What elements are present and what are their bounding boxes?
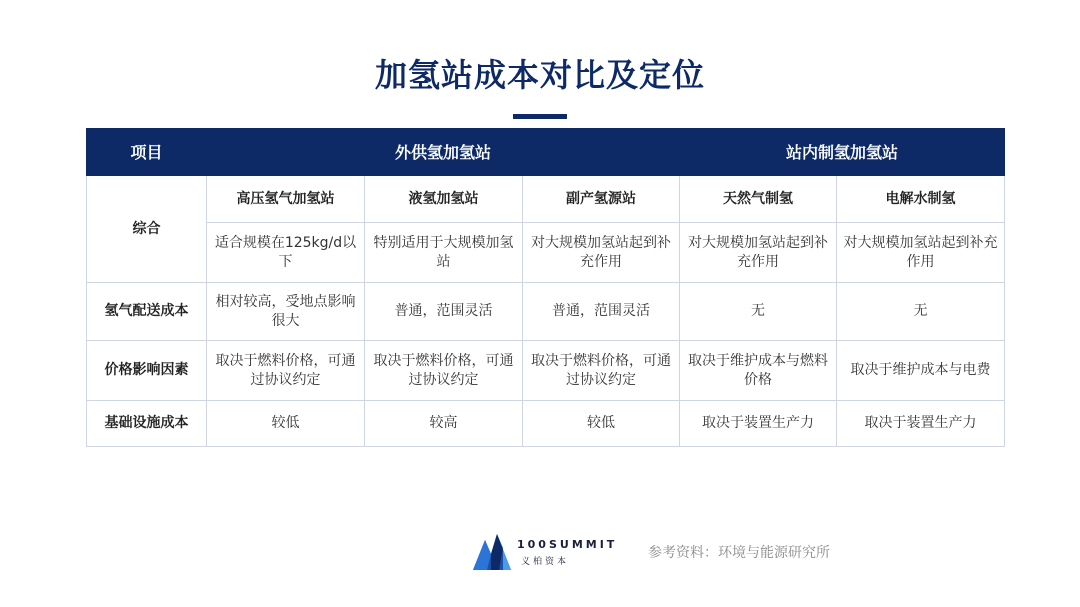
table-cell: 无 (837, 283, 1005, 341)
company-logo (471, 528, 631, 574)
table-row (87, 341, 1005, 401)
source-note: 参考资料：环境与能源研究所 (648, 545, 830, 561)
table-cell: 对大规模加氢站起到补充作用 (680, 223, 837, 283)
table-cell: 取决于维护成本与燃料价格 (680, 341, 837, 401)
mountain-logo-icon (471, 528, 513, 572)
logo-subtext: 义柏资本 (521, 557, 570, 567)
table-cell: 取决于装置生产力 (837, 401, 1005, 447)
table-cell: 普通，范围灵活 (365, 283, 523, 341)
table-cell: 对大规模加氢站起到补充作用 (837, 223, 1005, 283)
table-cell: 取决于装置生产力 (680, 401, 837, 447)
subheader-cell: 副产氢源站 (523, 176, 680, 223)
subheader-cell: 天然气制氢 (680, 176, 837, 223)
table-cell: 适合规模在125kg/d以下 (207, 223, 365, 283)
subheader-cell: 电解水制氢 (837, 176, 1005, 223)
table-cell: 取决于燃料价格，可通过协议约定 (365, 341, 523, 401)
table-header-row (87, 129, 1005, 176)
table-row (87, 283, 1005, 341)
table-cell: 对大规模加氢站起到补充作用 (523, 223, 680, 283)
row-label: 氢气配送成本 (87, 283, 207, 341)
subheader-cell: 液氢加氢站 (365, 176, 523, 223)
comparison-table (86, 128, 1005, 447)
table-cell: 较高 (365, 401, 523, 447)
table-cell: 无 (680, 283, 837, 341)
row-label: 价格影响因素 (87, 341, 207, 401)
row-label: 基础设施成本 (87, 401, 207, 447)
table-cell: 相对较高，受地点影响很大 (207, 283, 365, 341)
table-cell: 较低 (523, 401, 680, 447)
header-item: 项目 (87, 129, 207, 176)
page-title: 加氢站成本对比及定位 (374, 56, 705, 94)
table-row (87, 223, 1005, 283)
table-cell: 取决于燃料价格，可通过协议约定 (523, 341, 680, 401)
table-cell: 特别适用于大规模加氢站 (365, 223, 523, 283)
subheader-cell: 高压氢气加氢站 (207, 176, 365, 223)
header-group-onsite: 站内制氢加氢站 (680, 129, 1005, 176)
logo-text: 100SUMMIT (517, 538, 618, 551)
row-label: 综合 (87, 176, 207, 283)
table-cell: 取决于维护成本与电费 (837, 341, 1005, 401)
table-cell: 较低 (207, 401, 365, 447)
title-underline (513, 114, 567, 119)
table-row (87, 401, 1005, 447)
table-cell: 普通，范围灵活 (523, 283, 680, 341)
table-subheader-row (87, 176, 1005, 223)
table-cell: 取决于燃料价格，可通过协议约定 (207, 341, 365, 401)
header-group-external: 外供氢加氢站 (207, 129, 680, 176)
